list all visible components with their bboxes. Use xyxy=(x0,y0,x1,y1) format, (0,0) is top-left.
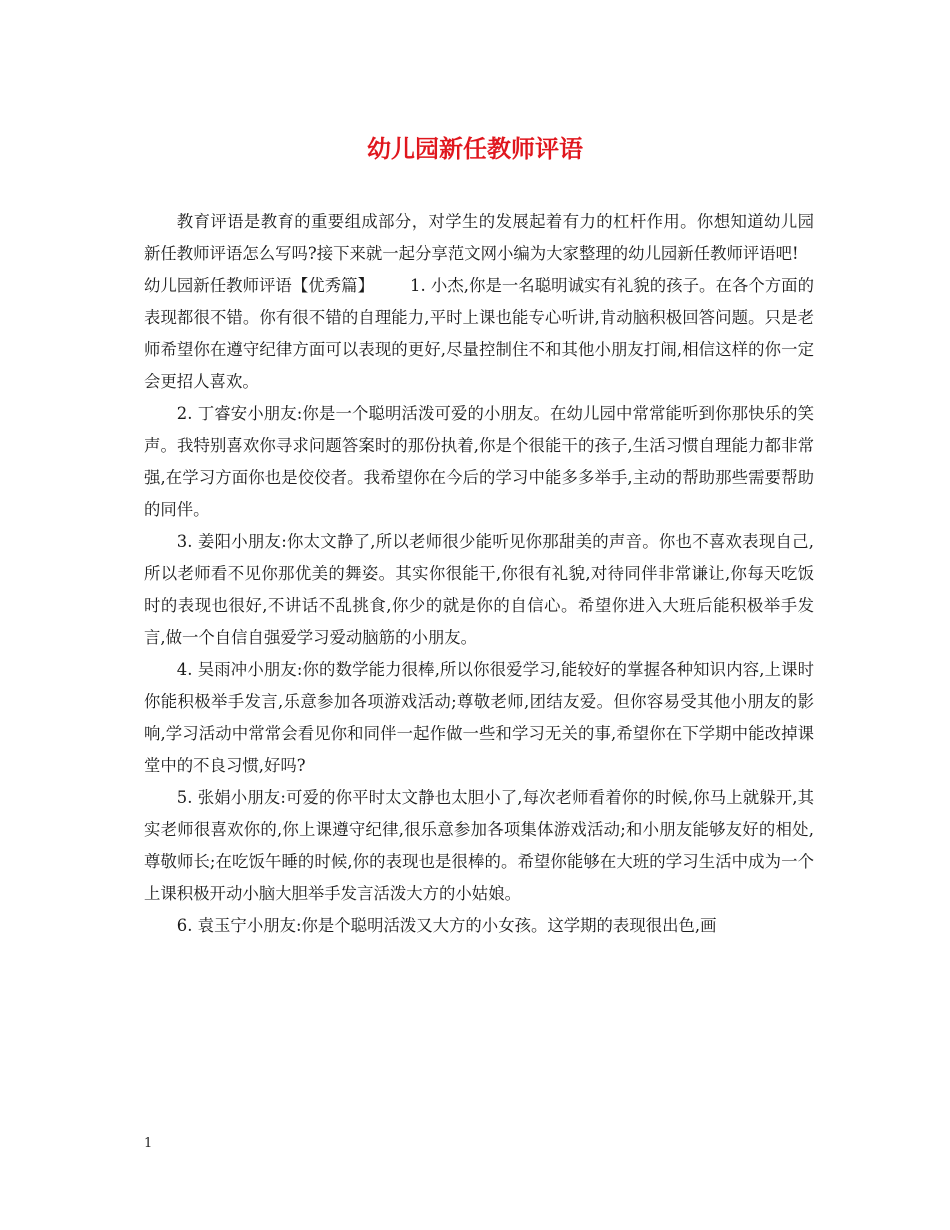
page-number: 1 xyxy=(144,1136,153,1151)
comment-item-3: 3. 姜阳小朋友:你太文静了,所以老师很少能听见你那甜美的声音。你也不喜欢表现自己,所以老师看不见你那优美的舞姿。其实你很能干,你很有礼貌,对待同伴非常谦让,你每天吃饭时的表现也很好,不讲话不乱挑食,你少的就是你的自信心。希望你进入大班后能积极举手发言,做一个自信自强爱学习爱动脑筋的小朋友。 xyxy=(144,532,814,647)
comment-item-5: 5. 张娟小朋友:可爱的你平时太文静也太胆小了,每次老师看着你的时候,你马上就躲开,其实老师很喜欢你的,你上课遵守纪律,很乐意参加各项集体游戏活动;和小朋友能够友好的相处,尊敬师长;在吃饭午睡的时候,你的表现也是很棒的。希望你能够在大班的学习生活中成为一个上课积极开动小脑大胆举手发言活泼大方的小姑娘。 xyxy=(144,788,814,903)
section-paragraph xyxy=(144,270,814,398)
document-title: 幼儿园新任教师评语 xyxy=(367,134,583,163)
section-heading: 幼儿园新任教师评语【优秀篇】 xyxy=(144,276,375,295)
comment-item-4: 4. 吴雨冲小朋友:你的数学能力很棒,所以你很爱学习,能较好的掌握各种知识内容,上课时你能积极举手发言,乐意参加各项游戏活动;尊敬老师,团结友爱。但你容易受其他小朋友的影响,学习活动中常常会看见你和同伴一起作做一些和学习无关的事,希望你在下学期中能改掉课堂中的不良习惯,好吗? xyxy=(144,660,814,775)
comment-item-2: 2. 丁睿安小朋友:你是一个聪明活泼可爱的小朋友。在幼儿园中常常能听到你那快乐的笑声。我特别喜欢你寻求问题答案时的那份执着,你是个很能干的孩子,生活习惯自理能力都非常强,在学习方面你也是佼佼者。我希望你在今后的学习中能多多举手,主动的帮助那些需要帮助的同伴。 xyxy=(144,404,814,519)
document-body xyxy=(144,206,814,942)
comment-item-1: 1. 小杰,你是一名聪明诚实有礼貌的孩子。在各个方面的表现都很不错。你有很不错的自理能力,平时上课也能专心听讲,肯动脑积极回答问题。只是老师希望你在遵守纪律方面可以表现的更好,尽量控制住不和其他小朋友打闹,相信这样的你一定会更招人喜欢。 xyxy=(144,276,814,391)
intro-paragraph: 教育评语是教育的重要组成部分，对学生的发展起着有力的杠杆作用。你想知道幼儿园新任教师评语怎么写吗?接下来就一起分享范文网小编为大家整理的幼儿园新任教师评语吧! xyxy=(144,212,814,263)
comment-item-6: 6. 袁玉宁小朋友:你是个聪明活泼又大方的小女孩。这学期的表现很出色,画 xyxy=(176,916,717,935)
